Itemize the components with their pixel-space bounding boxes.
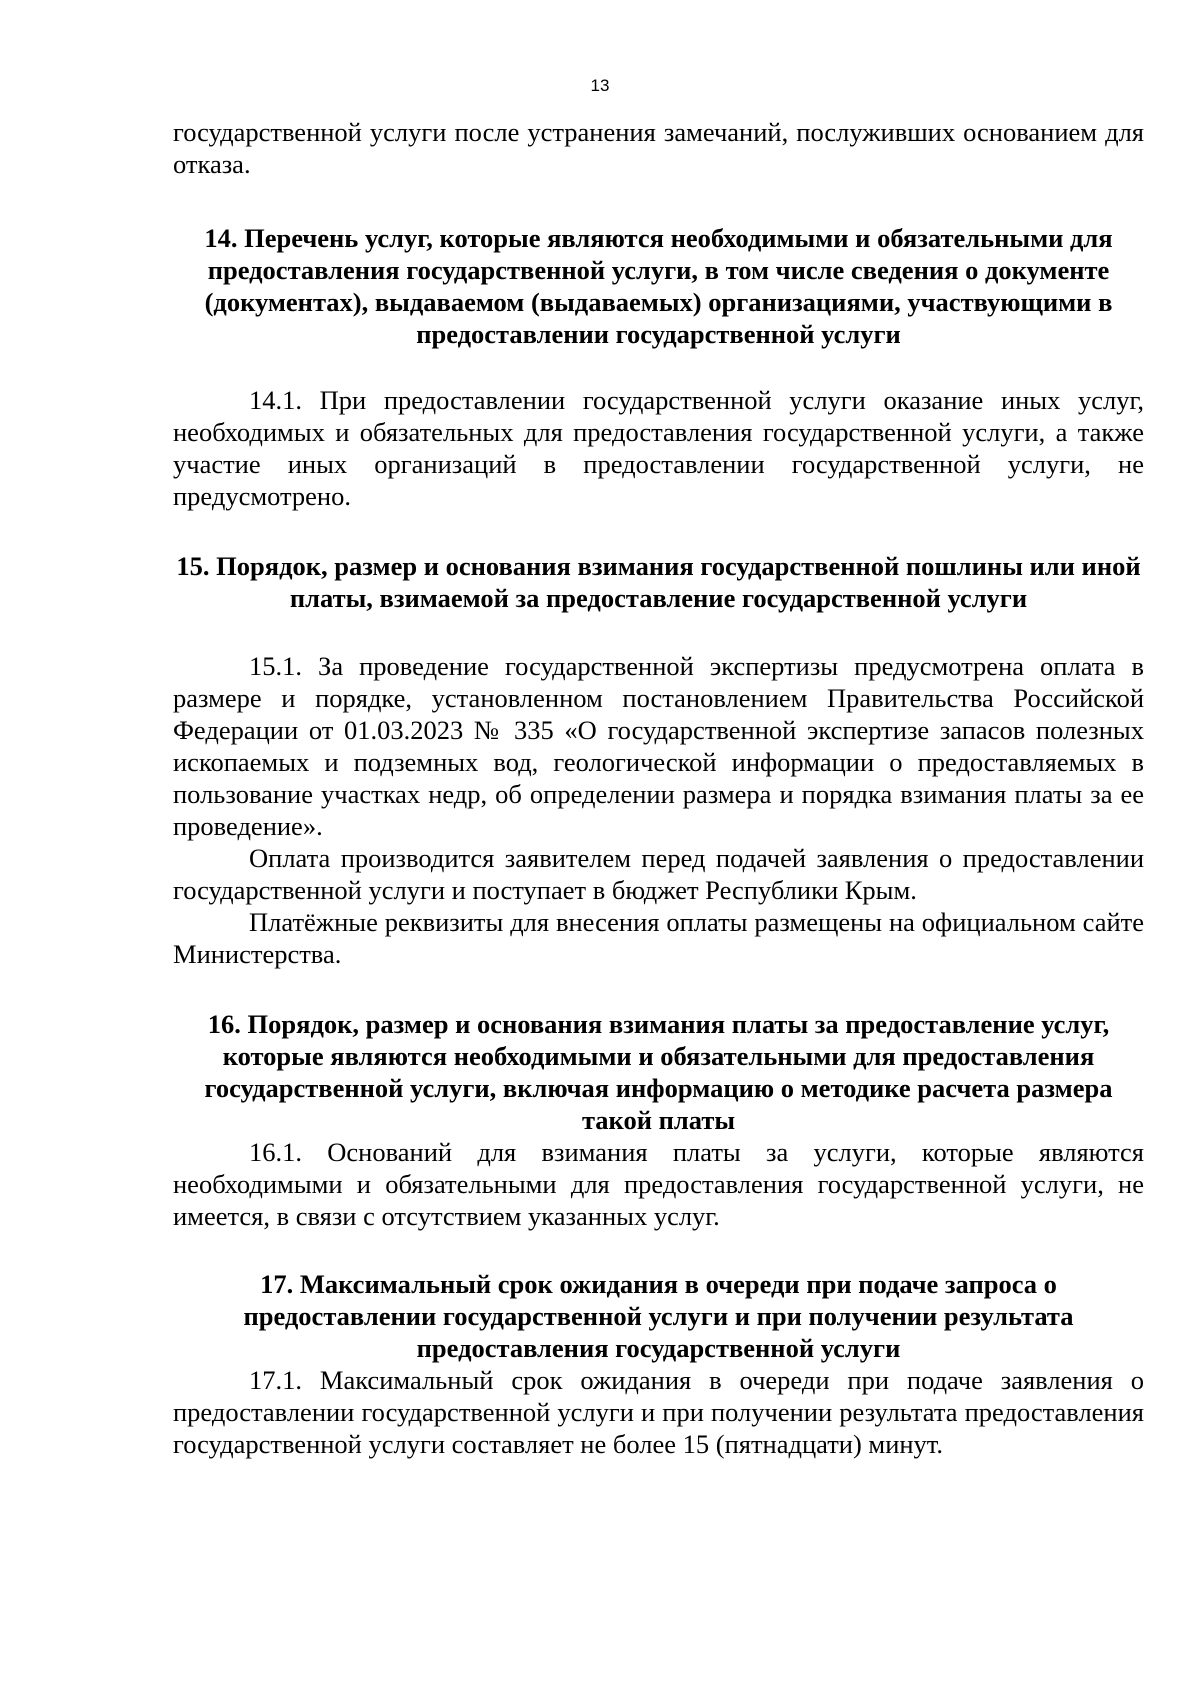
page-number: 13 (590, 76, 610, 95)
section-16-heading: 16. Порядок, размер и основания взимания платы за предоставление услуг, которые являются необходимыми и обязательными для предоставления государственной услуги, включая информацию о методике расчета размера такой платы (204, 1009, 1113, 1135)
section-14-heading: 14. Перечень услуг, которые являются необходимыми и обязательными для предоставления государственной услуги, в том числе сведения о документе (документах), выдаваемом (выдаваемых) организациями, участвующими в предоставлении государственной услуги (204, 223, 1113, 349)
section-17-heading: 17. Максимальный срок ожидания в очереди при подаче запроса о предоставлении государственной услуги и при получении результата предоставления государственной услуги (243, 1269, 1074, 1363)
section-15-heading: 15. Порядок, размер и основания взимания государственной пошлины или иной платы, взимаемой за предоставление государственной услуги (176, 551, 1141, 613)
section-15-paragraph-3: Платёжные реквизиты для внесения оплаты размещены на официальном сайте Министерства. (173, 907, 1144, 969)
section-14-paragraph-1: 14.1. При предоставлении государственной услуги оказание иных услуг, необходимых и обязательных для предоставления государственной услуги, а также участие иных организаций в предоставлении государственной услуги, не предусмотрено. (173, 385, 1144, 511)
continuation-paragraph: государственной услуги после устранения замечаний, послуживших основанием для отказа. (173, 117, 1144, 179)
section-15-paragraph-2: Оплата производится заявителем перед подачей заявления о предоставлении государственной услуги и поступает в бюджет Республики Крым. (173, 843, 1144, 905)
section-16-paragraph-1: 16.1. Оснований для взимания платы за услуги, которые являются необходимыми и обязательными для предоставления государственной услуги, не имеется, в связи с отсутствием указанных услуг. (173, 1137, 1144, 1231)
section-17-paragraph-1: 17.1. Максимальный срок ожидания в очереди при подаче заявления о предоставлении государственной услуги и при получении результата предоставления государственной услуги составляет не более 15 (пятнадцати) минут. (173, 1365, 1144, 1459)
section-15-paragraph-1: 15.1. За проведение государственной экспертизы предусмотрена оплата в размере и порядке, установленном постановлением Правительства Российской Федерации от 01.03.2023 № 335 «О государственной экспертизе запасов полезных ископаемых и подземных вод, геологической информации о предоставляемых в пользование участках недр, об определении размера и порядка взимания платы за ее проведение». (173, 651, 1144, 841)
document-body (173, 116, 1144, 1460)
